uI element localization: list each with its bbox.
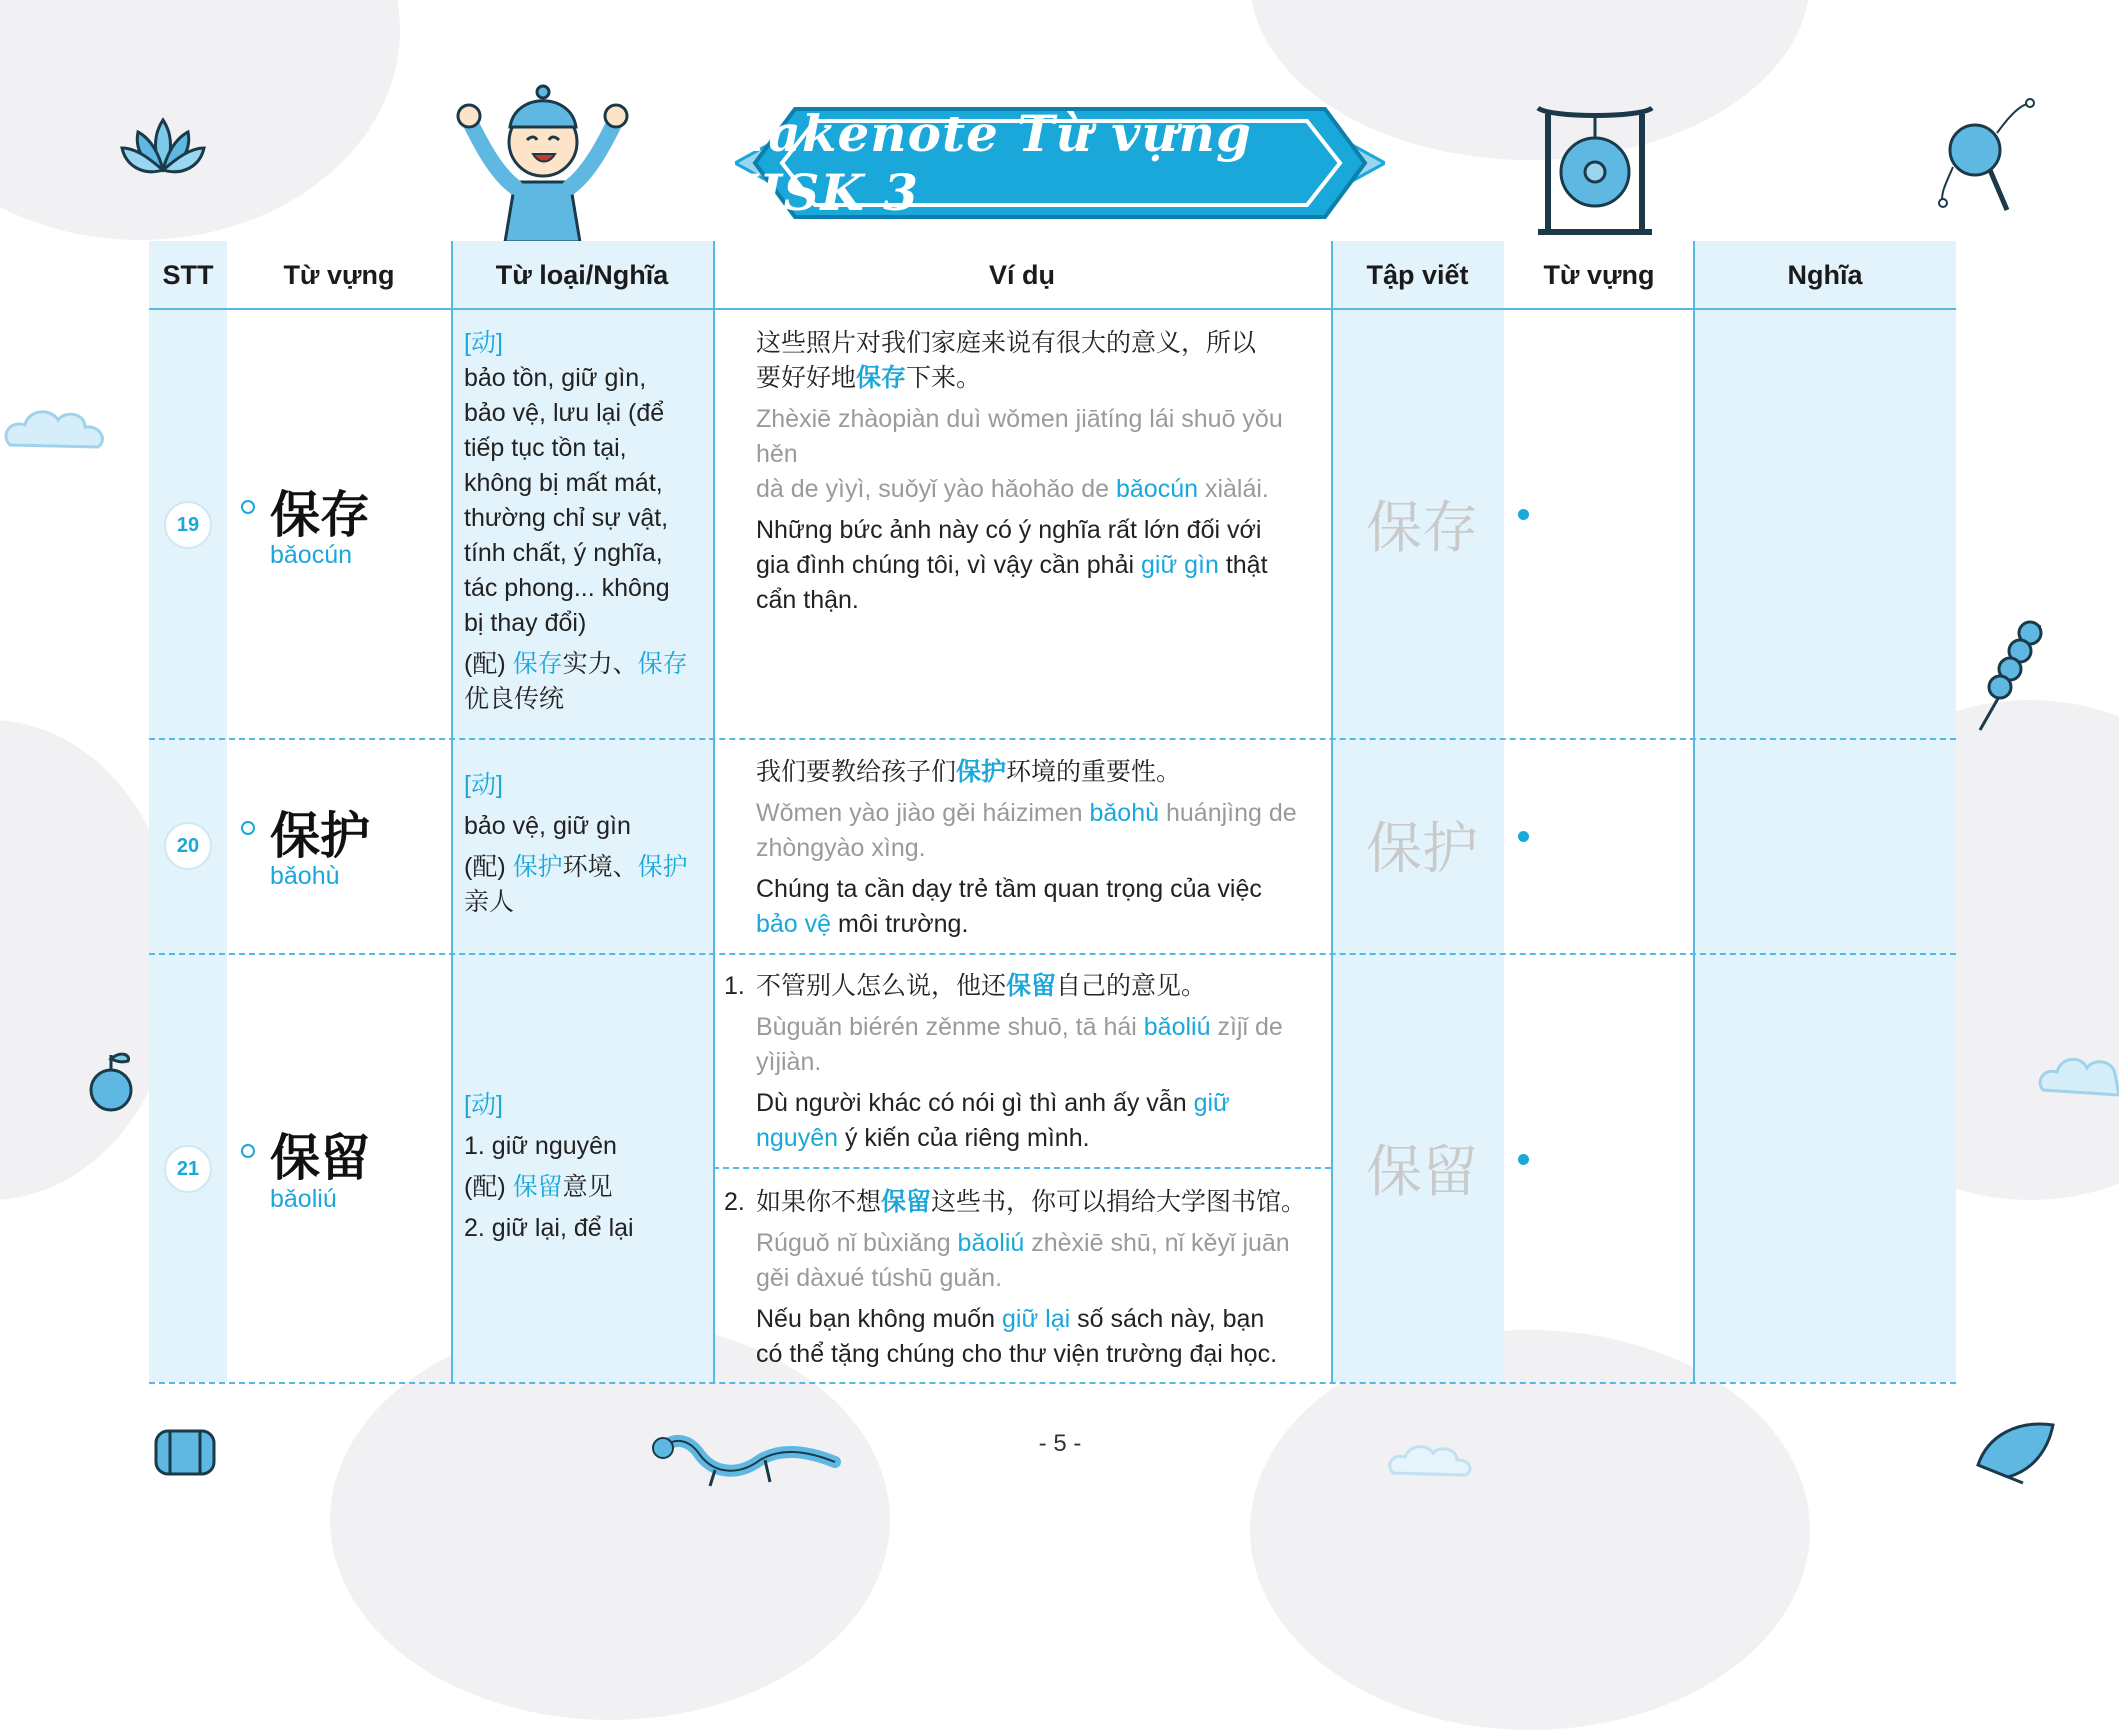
highlight-word: giữ lại: [1002, 1305, 1071, 1333]
example-pinyin: yìjiàn.: [756, 1048, 822, 1076]
meaning-line: 2. giữ lại, để lại: [464, 1214, 634, 1242]
text: dà de yìyì, suǒyǐ yào hǎohǎo de: [756, 475, 1116, 503]
colloc-word: 保护: [637, 853, 688, 881]
text: ý kiến của riêng mình.: [838, 1124, 1090, 1152]
stt-column-bg: [149, 241, 227, 1382]
highlight-word: 保护: [956, 758, 1007, 786]
colloc-prefix: (配): [464, 853, 506, 881]
highlight-word: bǎohù: [1089, 799, 1160, 827]
word-class: [动]: [464, 329, 503, 357]
header-stt: STT: [162, 259, 214, 290]
cloud-icon: [0, 395, 110, 465]
colloc-word: 保存: [637, 650, 688, 678]
collocation: [464, 850, 704, 885]
boy-character-icon: [455, 82, 630, 242]
text: 不管别人怎么说，他还: [756, 972, 1007, 1000]
example-chinese: [756, 1185, 1331, 1220]
meaning-line: tiếp tục tồn tại,: [464, 434, 627, 462]
tracing-character: 保留: [1366, 1140, 1478, 1205]
column-divider: [1693, 241, 1695, 1382]
example-pinyin: gěi dàxué túshū guǎn.: [756, 1264, 1003, 1292]
example-pinyin: [756, 1010, 1326, 1045]
wordtype-cell: [464, 326, 704, 717]
text: Wǒmen yào jiào gěi háizimen: [756, 799, 1090, 827]
column-divider: [713, 241, 715, 1382]
text: số sách này, bạn: [1070, 1305, 1265, 1333]
example-number: 1.: [724, 972, 745, 1000]
tracing-character: 保护: [1366, 817, 1478, 882]
collocation: [464, 1170, 704, 1205]
header-example: Ví dụ: [989, 259, 1055, 290]
row-number-badge: 19: [164, 501, 212, 549]
rattle-drum-icon: [1935, 95, 2035, 215]
highlight-word: giữ: [1193, 1089, 1230, 1117]
example-vietnamese: Những bức ảnh này có ý nghĩa rất lớn đối với: [756, 516, 1262, 544]
row-divider: [149, 738, 1956, 740]
page-number: - 5 -: [1038, 1430, 1082, 1457]
vocab-hanzi: 保存: [270, 486, 370, 544]
header-practice: Tập viết: [1366, 259, 1469, 290]
meaning-line: bị thay đổi): [464, 609, 587, 637]
colloc-text: 环境、: [562, 853, 638, 881]
colloc-word: 保护: [512, 853, 563, 881]
example-vietnamese: [756, 1121, 1326, 1156]
row-number-badge: 20: [164, 822, 212, 870]
bullet-icon: [241, 821, 255, 835]
example-pinyin: zhòngyào xìng.: [756, 834, 926, 862]
example-vietnamese: [756, 1086, 1326, 1121]
cloud-icon: [2035, 1040, 2119, 1110]
example-chinese: [756, 755, 1326, 790]
meaning-line: tác phong... không: [464, 574, 670, 602]
text: 自己的意见。: [1056, 972, 1207, 1000]
bullet-dot-icon: [1518, 831, 1529, 842]
highlight-word: bǎoliú: [1143, 1013, 1211, 1041]
colloc-prefix: (配): [464, 650, 506, 678]
header-divider: [149, 308, 1956, 310]
colloc-word: 保存: [512, 650, 563, 678]
text: Nếu bạn không muốn: [756, 1305, 1003, 1333]
collocation: [464, 647, 704, 682]
example-chinese: 这些照片对我们家庭来说有很大的意义，所以: [756, 329, 1257, 357]
text: thật: [1218, 551, 1268, 579]
text: zìjǐ de: [1210, 1013, 1283, 1041]
bullet-icon: [241, 1144, 255, 1158]
text: Bùguǎn biérén zěnme shuō, tā hái: [756, 1013, 1144, 1041]
example-vietnamese: cẩn thận.: [756, 586, 859, 614]
example-number: 2.: [724, 1188, 745, 1216]
meaning-line: không bị mất mát,: [464, 469, 663, 497]
text: zhèxiē shū, nǐ kěyǐ juān: [1024, 1229, 1290, 1257]
row-divider: [149, 953, 1956, 955]
colloc-prefix: (配): [464, 1173, 506, 1201]
vocab-hanzi: 保留: [270, 1129, 370, 1187]
meaning-line: bảo vệ, giữ gìn: [464, 812, 631, 840]
vocab-hanzi: 保护: [270, 807, 370, 865]
vocab-pinyin: bǎoliú: [270, 1185, 337, 1213]
background-blob: [1250, 1330, 1810, 1730]
example-cell: [756, 755, 1326, 942]
header-vocab-2: Từ vựng: [1543, 259, 1655, 290]
lotus-icon: [118, 110, 208, 180]
text: huánjìng de: [1159, 799, 1297, 827]
bullet-dot-icon: [1518, 509, 1529, 520]
row-number-badge: 21: [164, 1145, 212, 1193]
meaning-line: tính chất, ý nghĩa,: [464, 539, 663, 567]
highlight-word: giữ gìn: [1140, 551, 1219, 579]
meaning-column-bg: [1694, 241, 1956, 1382]
column-divider: [1331, 241, 1333, 1382]
text: Rúguǒ nǐ bùxiǎng: [756, 1229, 958, 1257]
example-pinyin: [756, 1226, 1331, 1261]
text: 如果你不想: [756, 1188, 882, 1216]
word-class: [动]: [464, 1091, 503, 1119]
highlight-word: bǎocún: [1115, 475, 1199, 503]
header-wordtype: Từ loại/Nghĩa: [495, 259, 669, 290]
example-vietnamese: [756, 1302, 1331, 1337]
text: gia đình chúng tôi, vì vậy cần phải: [756, 551, 1141, 579]
highlight-word: bảo vệ: [756, 910, 832, 938]
meaning-line: bảo vệ, lưu lại (để: [464, 399, 665, 427]
example-chinese: [756, 969, 1326, 1004]
dragon-icon: [645, 1420, 855, 1490]
colloc-tail: 优良传统: [464, 685, 565, 713]
highlight-word: 保留: [881, 1188, 932, 1216]
drum-icon: [150, 1425, 220, 1480]
colloc-text: 意见: [562, 1173, 613, 1201]
cloud-icon: [1385, 1435, 1475, 1485]
highlight-word: bǎoliú: [957, 1229, 1025, 1257]
example-cell: [756, 1185, 1331, 1372]
page-title: Takenote Từ vựng HSK 3: [735, 104, 1252, 222]
text: 环境的重要性。: [1006, 758, 1182, 786]
word-class: [动]: [464, 771, 503, 799]
highlight-word: 保留: [1006, 972, 1057, 1000]
example-vietnamese: Chúng ta cần dạy trẻ tầm quan trọng của việc: [756, 875, 1262, 903]
orange-fruit-icon: [86, 1045, 136, 1115]
example-cell: [756, 969, 1326, 1156]
bullet-icon: [241, 500, 255, 514]
wordtype-cell: [464, 1088, 704, 1246]
header-meaning: Nghĩa: [1787, 259, 1863, 290]
example-chinese: [756, 361, 1326, 396]
wordtype-cell: [464, 768, 704, 920]
text: 这些书，你可以捐给大学图书馆。: [931, 1188, 1307, 1216]
example-vietnamese: [756, 907, 1326, 942]
text: môi trường.: [831, 910, 969, 938]
header-vocab: Từ vựng: [283, 259, 395, 290]
tracing-character: 保存: [1366, 496, 1478, 561]
example-vietnamese: có thể tặng chúng cho thư viện trường đại học.: [756, 1340, 1278, 1368]
highlight-word: nguyên: [756, 1124, 839, 1152]
column-divider: [451, 241, 453, 1382]
vocab-pinyin: bǎocún: [270, 541, 353, 569]
bullet-dot-icon: [1518, 1154, 1529, 1165]
meaning-line: bảo tồn, giữ gìn,: [464, 364, 647, 392]
table-bottom-border: [149, 1382, 1956, 1384]
colloc-text: 实力、: [562, 650, 638, 678]
example-pinyin: [756, 796, 1326, 831]
meaning-line: thường chỉ sự vật,: [464, 504, 669, 532]
text: 我们要教给孩子们: [756, 758, 957, 786]
title-banner: [735, 103, 1385, 223]
skewer-icon: [1970, 615, 2050, 735]
example-divider: [713, 1167, 1331, 1169]
example-pinyin: Zhèxiē zhàopiàn duì wǒmen jiātíng lái shuō yǒu hěn: [756, 405, 1283, 468]
meaning-line: 1. giữ nguyên: [464, 1132, 617, 1160]
hand-fan-icon: [1968, 1415, 2058, 1485]
colloc-word: 保留: [512, 1173, 563, 1201]
gong-icon: [1530, 100, 1660, 240]
vocab-pinyin: bǎohù: [270, 862, 340, 890]
example-cell: [756, 326, 1326, 618]
text: xiàlái.: [1198, 475, 1269, 503]
text: 要好好地: [756, 364, 857, 392]
colloc-tail: 亲人: [464, 888, 515, 916]
text: 下来。: [906, 364, 982, 392]
text: Dù người khác có nói gì thì anh ấy vẫn: [756, 1089, 1194, 1117]
example-pinyin: [756, 472, 1326, 507]
highlight-word: 保存: [856, 364, 907, 392]
example-vietnamese: [756, 548, 1326, 583]
